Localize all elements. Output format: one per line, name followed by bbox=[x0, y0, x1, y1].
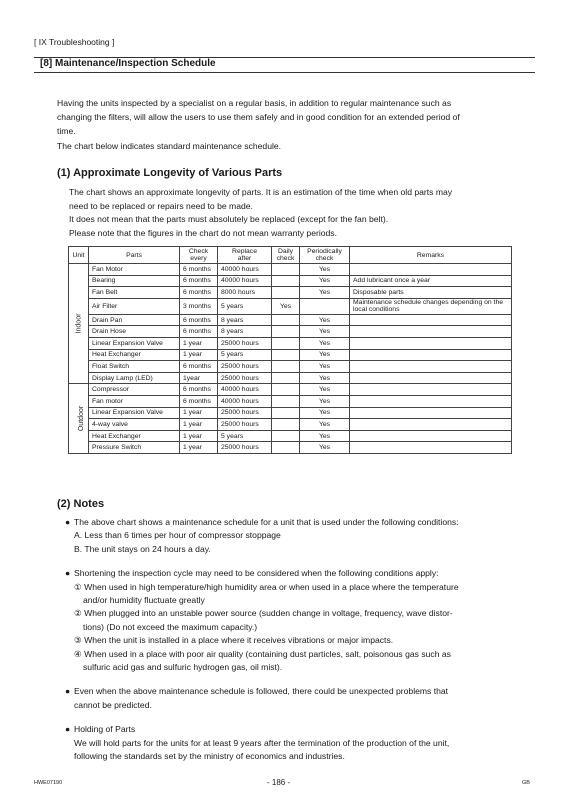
outdoor-unit-label: Outdoor bbox=[69, 384, 89, 454]
remarks-cell bbox=[350, 419, 512, 431]
daily-cell bbox=[272, 407, 300, 419]
longevity-line: The chart shows an approximate longevity of parts. It is an estimation of the time when old parts may bbox=[69, 187, 453, 197]
daily-cell bbox=[272, 372, 300, 384]
table-row bbox=[69, 442, 512, 454]
remarks-cell bbox=[350, 442, 512, 454]
daily-cell bbox=[272, 361, 300, 373]
col-periodic-check: Periodically check bbox=[300, 247, 350, 264]
remarks-cell bbox=[350, 314, 512, 326]
replace-cell: 8000 hours bbox=[218, 287, 272, 299]
col-remarks: Remarks bbox=[350, 247, 512, 264]
table-row bbox=[69, 407, 512, 419]
check-cell: 6 months bbox=[180, 264, 218, 276]
table-row bbox=[69, 430, 512, 442]
part-cell: Drain Hose bbox=[89, 326, 180, 338]
part-cell: Float Switch bbox=[89, 361, 180, 373]
replace-cell: 8 years bbox=[218, 326, 272, 338]
maintenance-table bbox=[68, 246, 512, 454]
replace-cell: 25000 hours bbox=[218, 442, 272, 454]
table-row bbox=[69, 314, 512, 326]
check-cell: 1 year bbox=[180, 349, 218, 361]
daily-cell bbox=[272, 430, 300, 442]
check-cell: 1 year bbox=[180, 407, 218, 419]
daily-cell bbox=[272, 337, 300, 349]
periodic-cell bbox=[300, 298, 350, 314]
table-row bbox=[69, 395, 512, 407]
longevity-line: Please note that the figures in the chart do not mean warranty periods. bbox=[69, 227, 337, 238]
longevity-paragraph bbox=[69, 186, 519, 240]
col-parts: Parts bbox=[89, 247, 180, 264]
longevity-heading: (1) Approximate Longevity of Various Parts bbox=[57, 167, 283, 179]
periodic-cell: Yes bbox=[300, 419, 350, 431]
replace-cell: 40000 hours bbox=[218, 275, 272, 287]
check-cell: 1year bbox=[180, 372, 218, 384]
periodic-cell: Yes bbox=[300, 372, 350, 384]
note-bullet: ● Holding of Parts We will hold parts for the units for at least 9 years after the termination of the production of the unit, following the standards set by the ministry of economics and industries. bbox=[65, 724, 450, 762]
check-cell: 6 months bbox=[180, 326, 218, 338]
remarks-cell bbox=[350, 384, 512, 396]
table-row bbox=[69, 419, 512, 431]
col-replace-after: Replace after bbox=[218, 247, 272, 264]
table-row bbox=[69, 361, 512, 373]
daily-cell bbox=[272, 264, 300, 276]
daily-cell bbox=[272, 349, 300, 361]
table-row bbox=[69, 349, 512, 361]
check-cell: 6 months bbox=[180, 275, 218, 287]
table-row bbox=[69, 298, 512, 314]
periodic-cell: Yes bbox=[300, 326, 350, 338]
check-cell: 6 months bbox=[180, 384, 218, 396]
table-row bbox=[69, 372, 512, 384]
remarks-cell: Maintenance schedule changes depending on the local conditions bbox=[350, 298, 512, 314]
daily-cell bbox=[272, 442, 300, 454]
replace-cell: 5 years bbox=[218, 430, 272, 442]
page-number: - 186 - bbox=[267, 778, 291, 787]
bullet-icon: ● bbox=[65, 568, 71, 579]
part-cell: Pressure Switch bbox=[89, 442, 180, 454]
part-cell: Bearing bbox=[89, 275, 180, 287]
periodic-cell: Yes bbox=[300, 349, 350, 361]
part-cell: Display Lamp (LED) bbox=[89, 372, 180, 384]
doc-code: HWE07190 bbox=[34, 780, 63, 786]
part-cell: Heat Exchanger bbox=[89, 349, 180, 361]
table-row bbox=[69, 337, 512, 349]
part-cell: Air Filter bbox=[89, 298, 180, 314]
replace-cell: 40000 hours bbox=[218, 264, 272, 276]
daily-cell bbox=[272, 326, 300, 338]
part-cell: Linear Expansion Valve bbox=[89, 337, 180, 349]
col-daily-check: Daily check bbox=[272, 247, 300, 264]
replace-cell: 8 years bbox=[218, 314, 272, 326]
part-cell: Compressor bbox=[89, 384, 180, 396]
check-cell: 6 months bbox=[180, 395, 218, 407]
check-cell: 6 months bbox=[180, 314, 218, 326]
periodic-cell: Yes bbox=[300, 275, 350, 287]
note-bullet: ● Shortening the inspection cycle may need to be considered when the following conditions apply: ① When used in high temperature/high humidity area or when used in a place where the temperature and/or humidity fluctuate greatly ② When plugged into an unstable power source (sudden change in voltage, frequency, wave distor- tions) (Do not exceed the maximum capacity.) ③ When the unit is installed in a place where it receives vibrations or major impacts. ④ When used in a place with poor air quality (containing dust particles, salt, poisonous gas such as sulfuric acid gas and sulfuric hydrogen gas, oil mist). bbox=[65, 568, 459, 673]
periodic-cell: Yes bbox=[300, 407, 350, 419]
remarks-cell bbox=[350, 430, 512, 442]
remarks-cell bbox=[350, 361, 512, 373]
check-cell: 6 months bbox=[180, 361, 218, 373]
check-cell: 1 year bbox=[180, 430, 218, 442]
table-header-row bbox=[69, 247, 512, 264]
replace-cell: 5 years bbox=[218, 349, 272, 361]
daily-cell bbox=[272, 419, 300, 431]
remarks-cell bbox=[350, 395, 512, 407]
daily-cell: Yes bbox=[272, 298, 300, 314]
replace-cell: 40000 hours bbox=[218, 395, 272, 407]
part-cell: Fan Belt bbox=[89, 287, 180, 299]
replace-cell: 40000 hours bbox=[218, 384, 272, 396]
remarks-cell bbox=[350, 349, 512, 361]
bullet-icon: ● bbox=[65, 517, 71, 527]
language-code: GB bbox=[522, 780, 530, 786]
part-cell: Drain Pan bbox=[89, 314, 180, 326]
section-title: [8] Maintenance/Inspection Schedule bbox=[40, 58, 216, 69]
replace-cell: 25000 hours bbox=[218, 337, 272, 349]
periodic-cell: Yes bbox=[300, 361, 350, 373]
intro-line: The chart below indicates standard maintenance schedule. bbox=[57, 140, 282, 151]
check-cell: 3 months bbox=[180, 298, 218, 314]
periodic-cell: Yes bbox=[300, 442, 350, 454]
remarks-cell bbox=[350, 337, 512, 349]
remarks-cell: Disposable parts bbox=[350, 287, 512, 299]
notes-heading: (2) Notes bbox=[57, 498, 105, 510]
daily-cell bbox=[272, 384, 300, 396]
notes-list bbox=[65, 516, 515, 764]
check-cell: 1 year bbox=[180, 337, 218, 349]
periodic-cell: Yes bbox=[300, 314, 350, 326]
table-row bbox=[69, 264, 512, 276]
intro-line: changing the filters, will allow the users to use them safely and in good condition for an extended period of bbox=[57, 112, 460, 123]
check-cell: 1 year bbox=[180, 442, 218, 454]
daily-cell bbox=[272, 275, 300, 287]
periodic-cell: Yes bbox=[300, 384, 350, 396]
part-cell: Fan Motor bbox=[89, 264, 180, 276]
table-row bbox=[69, 384, 512, 396]
table-row bbox=[69, 275, 512, 287]
replace-cell: 25000 hours bbox=[218, 407, 272, 419]
remarks-cell bbox=[350, 264, 512, 276]
col-check-every: Check every bbox=[180, 247, 218, 264]
periodic-cell: Yes bbox=[300, 337, 350, 349]
intro-line: time. bbox=[57, 126, 76, 137]
part-cell: Linear Expansion Valve bbox=[89, 407, 180, 419]
part-cell: 4-way valve bbox=[89, 419, 180, 431]
note-bullet: ● Even when the above maintenance schedule is followed, there could be unexpected problems that cannot be predicted. bbox=[65, 686, 449, 710]
indoor-unit-label: Indoor bbox=[69, 264, 89, 384]
daily-cell bbox=[272, 314, 300, 326]
intro-line: Having the units inspected by a specialist on a regular basis, in addition to regular maintenance such as bbox=[57, 98, 452, 108]
replace-cell: 25000 hours bbox=[218, 419, 272, 431]
daily-cell bbox=[272, 287, 300, 299]
remarks-cell: Add lubricant once a year bbox=[350, 275, 512, 287]
longevity-line: need to be replaced or repairs need to be made. bbox=[69, 200, 253, 211]
daily-cell bbox=[272, 395, 300, 407]
breadcrumb: [ IX Troubleshooting ] bbox=[34, 37, 115, 47]
periodic-cell: Yes bbox=[300, 287, 350, 299]
replace-cell: 25000 hours bbox=[218, 361, 272, 373]
remarks-cell bbox=[350, 407, 512, 419]
part-cell: Fan motor bbox=[89, 395, 180, 407]
bullet-icon: ● bbox=[65, 686, 71, 697]
col-unit: Unit bbox=[69, 247, 89, 264]
longevity-line: It does not mean that the parts must absolutely be replaced (except for the fan belt). bbox=[69, 214, 389, 225]
periodic-cell: Yes bbox=[300, 264, 350, 276]
note-bullet: ● The above chart shows a maintenance schedule for a unit that is used under the following conditions: A. Less than 6 times per hour of compressor stoppage B. The unit stays on 24 hours a day. bbox=[65, 517, 459, 554]
periodic-cell: Yes bbox=[300, 430, 350, 442]
part-cell: Heat Exchanger bbox=[89, 430, 180, 442]
table-row bbox=[69, 287, 512, 299]
bullet-icon: ● bbox=[65, 724, 71, 735]
remarks-cell bbox=[350, 326, 512, 338]
check-cell: 6 months bbox=[180, 287, 218, 299]
replace-cell: 5 years bbox=[218, 298, 272, 314]
remarks-cell bbox=[350, 372, 512, 384]
intro-paragraph bbox=[57, 96, 509, 153]
check-cell: 1 year bbox=[180, 419, 218, 431]
table-row bbox=[69, 326, 512, 338]
replace-cell: 25000 hours bbox=[218, 372, 272, 384]
periodic-cell: Yes bbox=[300, 395, 350, 407]
